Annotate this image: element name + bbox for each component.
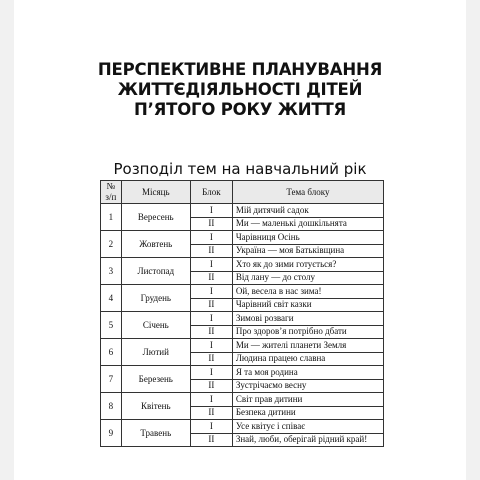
row-month: Листопад — [121, 258, 190, 285]
page-heading — [14, 60, 466, 120]
row-topic: Ми — маленькі дошкільнята — [232, 217, 383, 231]
table-header-row — [101, 181, 384, 204]
header-month: Місяць — [121, 181, 190, 204]
row-block: II — [190, 325, 232, 339]
topics-table — [100, 180, 384, 447]
row-block: I — [190, 420, 232, 434]
row-topic: Чарівниця Осінь — [232, 231, 383, 245]
row-month: Лютий — [121, 339, 190, 366]
row-block: I — [190, 285, 232, 299]
row-month: Вересень — [121, 204, 190, 231]
row-number: 3 — [101, 258, 122, 285]
table-row — [101, 312, 384, 326]
row-block: I — [190, 204, 232, 218]
table-caption: Розподіл тем на навчальний рік — [113, 160, 367, 178]
row-number: 4 — [101, 285, 122, 312]
table-row — [101, 204, 384, 218]
row-month: Квітень — [121, 393, 190, 420]
row-block: I — [190, 366, 232, 380]
row-block: II — [190, 271, 232, 285]
header-topic: Тема блоку — [232, 181, 383, 204]
heading-line-2: ЖИТТЄДІЯЛЬНОСТІ ДІТЕЙ — [117, 80, 363, 99]
header-block: Блок — [190, 181, 232, 204]
row-number: 8 — [101, 393, 122, 420]
table-row — [101, 420, 384, 434]
row-topic: Людина працею славна — [232, 352, 383, 366]
row-topic: Мій дитячий садок — [232, 204, 383, 218]
row-month: Грудень — [121, 285, 190, 312]
row-block: I — [190, 258, 232, 272]
table-row — [101, 393, 384, 407]
row-number: 5 — [101, 312, 122, 339]
row-topic: Ой, весела в нас зима! — [232, 285, 383, 299]
header-number: № з/п — [101, 181, 122, 204]
row-block: II — [190, 217, 232, 231]
row-topic: Про здоров’я потрібно дбати — [232, 325, 383, 339]
row-block: I — [190, 393, 232, 407]
row-block: I — [190, 339, 232, 353]
row-number: 6 — [101, 339, 122, 366]
row-month: Травень — [121, 420, 190, 447]
row-block: II — [190, 352, 232, 366]
row-month: Січень — [121, 312, 190, 339]
row-topic: Знай, люби, оберігай рідний край! — [232, 433, 383, 447]
table-row — [101, 339, 384, 353]
row-topic: Безпека дитини — [232, 406, 383, 420]
row-block: II — [190, 298, 232, 312]
table-row — [101, 285, 384, 299]
row-topic: Світ прав дитини — [232, 393, 383, 407]
row-number: 2 — [101, 231, 122, 258]
row-block: II — [190, 406, 232, 420]
row-block: I — [190, 231, 232, 245]
row-number: 9 — [101, 420, 122, 447]
row-month: Жовтень — [121, 231, 190, 258]
table-row — [101, 366, 384, 380]
row-month: Березень — [121, 366, 190, 393]
row-topic: Усе квітує і співає — [232, 420, 383, 434]
row-block: I — [190, 312, 232, 326]
row-number: 1 — [101, 204, 122, 231]
row-block: II — [190, 433, 232, 447]
heading-line-3: П’ЯТОГО РОКУ ЖИТТЯ — [133, 100, 347, 119]
row-block: II — [190, 244, 232, 258]
row-topic: Україна — моя Батьківщина — [232, 244, 383, 258]
table-row — [101, 231, 384, 245]
document-page — [14, 0, 466, 480]
row-topic: Хто як до зими готується? — [232, 258, 383, 272]
table-body — [101, 204, 384, 447]
row-topic: Зустрічаємо весну — [232, 379, 383, 393]
row-block: II — [190, 379, 232, 393]
heading-line-1: ПЕРСПЕКТИВНЕ ПЛАНУВАННЯ — [97, 60, 383, 79]
row-topic: Я та моя родина — [232, 366, 383, 380]
row-number: 7 — [101, 366, 122, 393]
row-topic: Зимові розваги — [232, 312, 383, 326]
row-topic: Чарівний світ казки — [232, 298, 383, 312]
row-topic: Ми — жителі планети Земля — [232, 339, 383, 353]
table-row — [101, 258, 384, 272]
row-topic: Від лану — до столу — [232, 271, 383, 285]
